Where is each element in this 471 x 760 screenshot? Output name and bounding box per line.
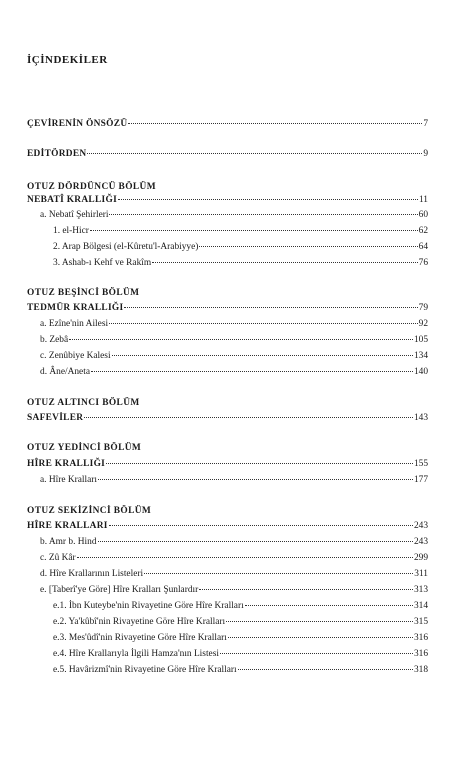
toc-page-number: 155 [413, 459, 428, 469]
leader-dots [106, 463, 413, 464]
leader-dots [199, 246, 417, 247]
toc-entry [40, 334, 428, 347]
toc-entry [40, 584, 428, 597]
chapter-entry [27, 458, 428, 471]
toc-entry-label: SAFEVİLER [27, 413, 84, 423]
toc-entry-label: c. Zenûbiye Kalesi [40, 351, 111, 361]
part-heading: OTUZ SEKİZİNCİ BÖLÜM [27, 506, 152, 516]
toc-entry [53, 632, 428, 645]
toc-page-number: 243 [413, 537, 428, 547]
leader-dots [220, 653, 413, 654]
toc-page-number: 140 [413, 367, 428, 377]
toc-page-number: 60 [418, 210, 428, 220]
toc-page-number: 134 [413, 351, 428, 361]
toc-entry [40, 474, 428, 487]
toc-entry-label: 3. Ashab-ı Kehf ve Rakîm [53, 258, 152, 268]
part-heading: OTUZ ALTINCI BÖLÜM [27, 398, 140, 408]
toc-entry-label: d. Âne/Aneta [40, 367, 90, 377]
toc-entry-label: d. Hîre Krallarının Listeleri [40, 569, 144, 579]
toc-entry-label: 2. Arap Bölgesi (el-Kûretu'l-Arabiyye) [53, 242, 199, 252]
toc-entry-label: ÇEVİRENİN ÖNSÖZÜ [27, 119, 128, 129]
toc-page-number: 316 [413, 633, 428, 643]
leader-dots [84, 417, 413, 418]
toc-entry-editor [27, 148, 428, 161]
leader-dots [109, 525, 413, 526]
toc-page-number: 76 [418, 258, 428, 268]
toc-entry-label: e.5. Havârizmî'nin Rivayetine Göre Hîre Kralları [53, 665, 237, 675]
toc-entry [40, 552, 428, 565]
leader-dots [109, 214, 417, 215]
leader-dots [226, 621, 413, 622]
toc-entry-label: b. Amr b. Hind [40, 537, 97, 547]
toc-entry [53, 664, 428, 677]
toc-entry [40, 350, 428, 363]
chapter-entry [27, 302, 428, 315]
toc-page-number: 92 [418, 319, 428, 329]
toc-entry-label: c. Zû Kâr [40, 553, 76, 563]
toc-page-number: 62 [418, 226, 428, 236]
toc-page-number: 143 [413, 413, 428, 423]
toc-entry-label: e. [Taberî'ye Göre] Hîre Kralları Şunlardır [40, 585, 199, 595]
toc-entry-label: EDİTÖRDEN [27, 149, 87, 159]
chapter-entry [27, 520, 428, 533]
toc-page-number: 299 [413, 553, 428, 563]
toc-page-number: 9 [423, 149, 428, 159]
toc-page-number: 11 [418, 195, 428, 205]
toc-entry-foreword [27, 118, 428, 131]
toc-entry-label: a. Hîre Kralları [40, 475, 98, 485]
leader-dots [77, 557, 413, 558]
leader-dots [128, 123, 422, 124]
toc-page-number: 7 [423, 119, 428, 129]
toc-page-number: 243 [413, 521, 428, 531]
leader-dots [87, 153, 422, 154]
toc-entry [53, 648, 428, 661]
toc-entry-label: HÎRE KRALLIĞI [27, 459, 106, 469]
leader-dots [90, 230, 418, 231]
leader-dots [152, 262, 417, 263]
part-heading: OTUZ DÖRDÜNCÜ BÖLÜM [27, 182, 156, 192]
toc-page-number: 314 [413, 601, 428, 611]
part-heading: OTUZ YEDİNCİ BÖLÜM [27, 443, 142, 453]
toc-page-number: 177 [413, 475, 428, 485]
leader-dots [112, 355, 413, 356]
toc-entry-label: a. Ezîne'nin Ailesi [40, 319, 109, 329]
chapter-entry [27, 412, 428, 425]
toc-page-number: 311 [414, 569, 428, 579]
toc-page-number: 313 [413, 585, 428, 595]
toc-entry [40, 568, 428, 581]
leader-dots [238, 669, 413, 670]
toc-entry-label: HÎRE KRALLARI [27, 521, 108, 531]
toc-entry-label: e.3. Mes'ûdî'nin Rivayetine Göre Hîre Kralları [53, 633, 227, 643]
page-title: İÇİNDEKİLER [27, 54, 108, 66]
leader-dots [124, 307, 417, 308]
toc-entry-label: b. Zebâ [40, 335, 69, 345]
leader-dots [91, 371, 413, 372]
leader-dots [98, 479, 413, 480]
toc-entry [40, 318, 428, 331]
toc-page-number: 79 [418, 303, 428, 313]
toc-entry-label: e.1. İbn Kuteybe'nin Rivayetine Göre Hîre Kralları [53, 601, 244, 611]
toc-entry-label: e.2. Ya'kûbî'nin Rivayetine Göre Hîre Kralları [53, 617, 226, 627]
part-heading: OTUZ BEŞİNCİ BÖLÜM [27, 288, 140, 298]
leader-dots [199, 589, 413, 590]
toc-entry [40, 536, 428, 549]
leader-dots [118, 199, 418, 200]
toc-entry-label: TEDMÜR KRALLIĞI [27, 303, 124, 313]
toc-entry [53, 241, 428, 254]
toc-page-number: 318 [413, 665, 428, 675]
leader-dots [245, 605, 413, 606]
toc-page-number: 315 [413, 617, 428, 627]
toc-entry-label: NEBATÎ KRALLIĞI [27, 195, 118, 205]
toc-entry-label: 1. el-Hicr [53, 226, 89, 236]
toc-entry [53, 225, 428, 238]
leader-dots [228, 637, 413, 638]
toc-entry [53, 257, 428, 270]
chapter-entry [27, 194, 428, 207]
toc-entry [40, 366, 428, 379]
toc-entry-label: e.4. Hîre Krallarıyla İlgili Hamza'nın Listesi [53, 649, 219, 659]
toc-entry [53, 600, 428, 613]
leader-dots [98, 541, 413, 542]
toc-entry [40, 209, 428, 222]
leader-dots [109, 323, 418, 324]
leader-dots [69, 339, 413, 340]
leader-dots [144, 573, 413, 574]
toc-page-number: 64 [418, 242, 428, 252]
toc-entry-label: a. Nebatî Şehirleri [40, 210, 109, 220]
toc-page-number: 105 [413, 335, 428, 345]
toc-page-number: 316 [413, 649, 428, 659]
toc-entry [53, 616, 428, 629]
